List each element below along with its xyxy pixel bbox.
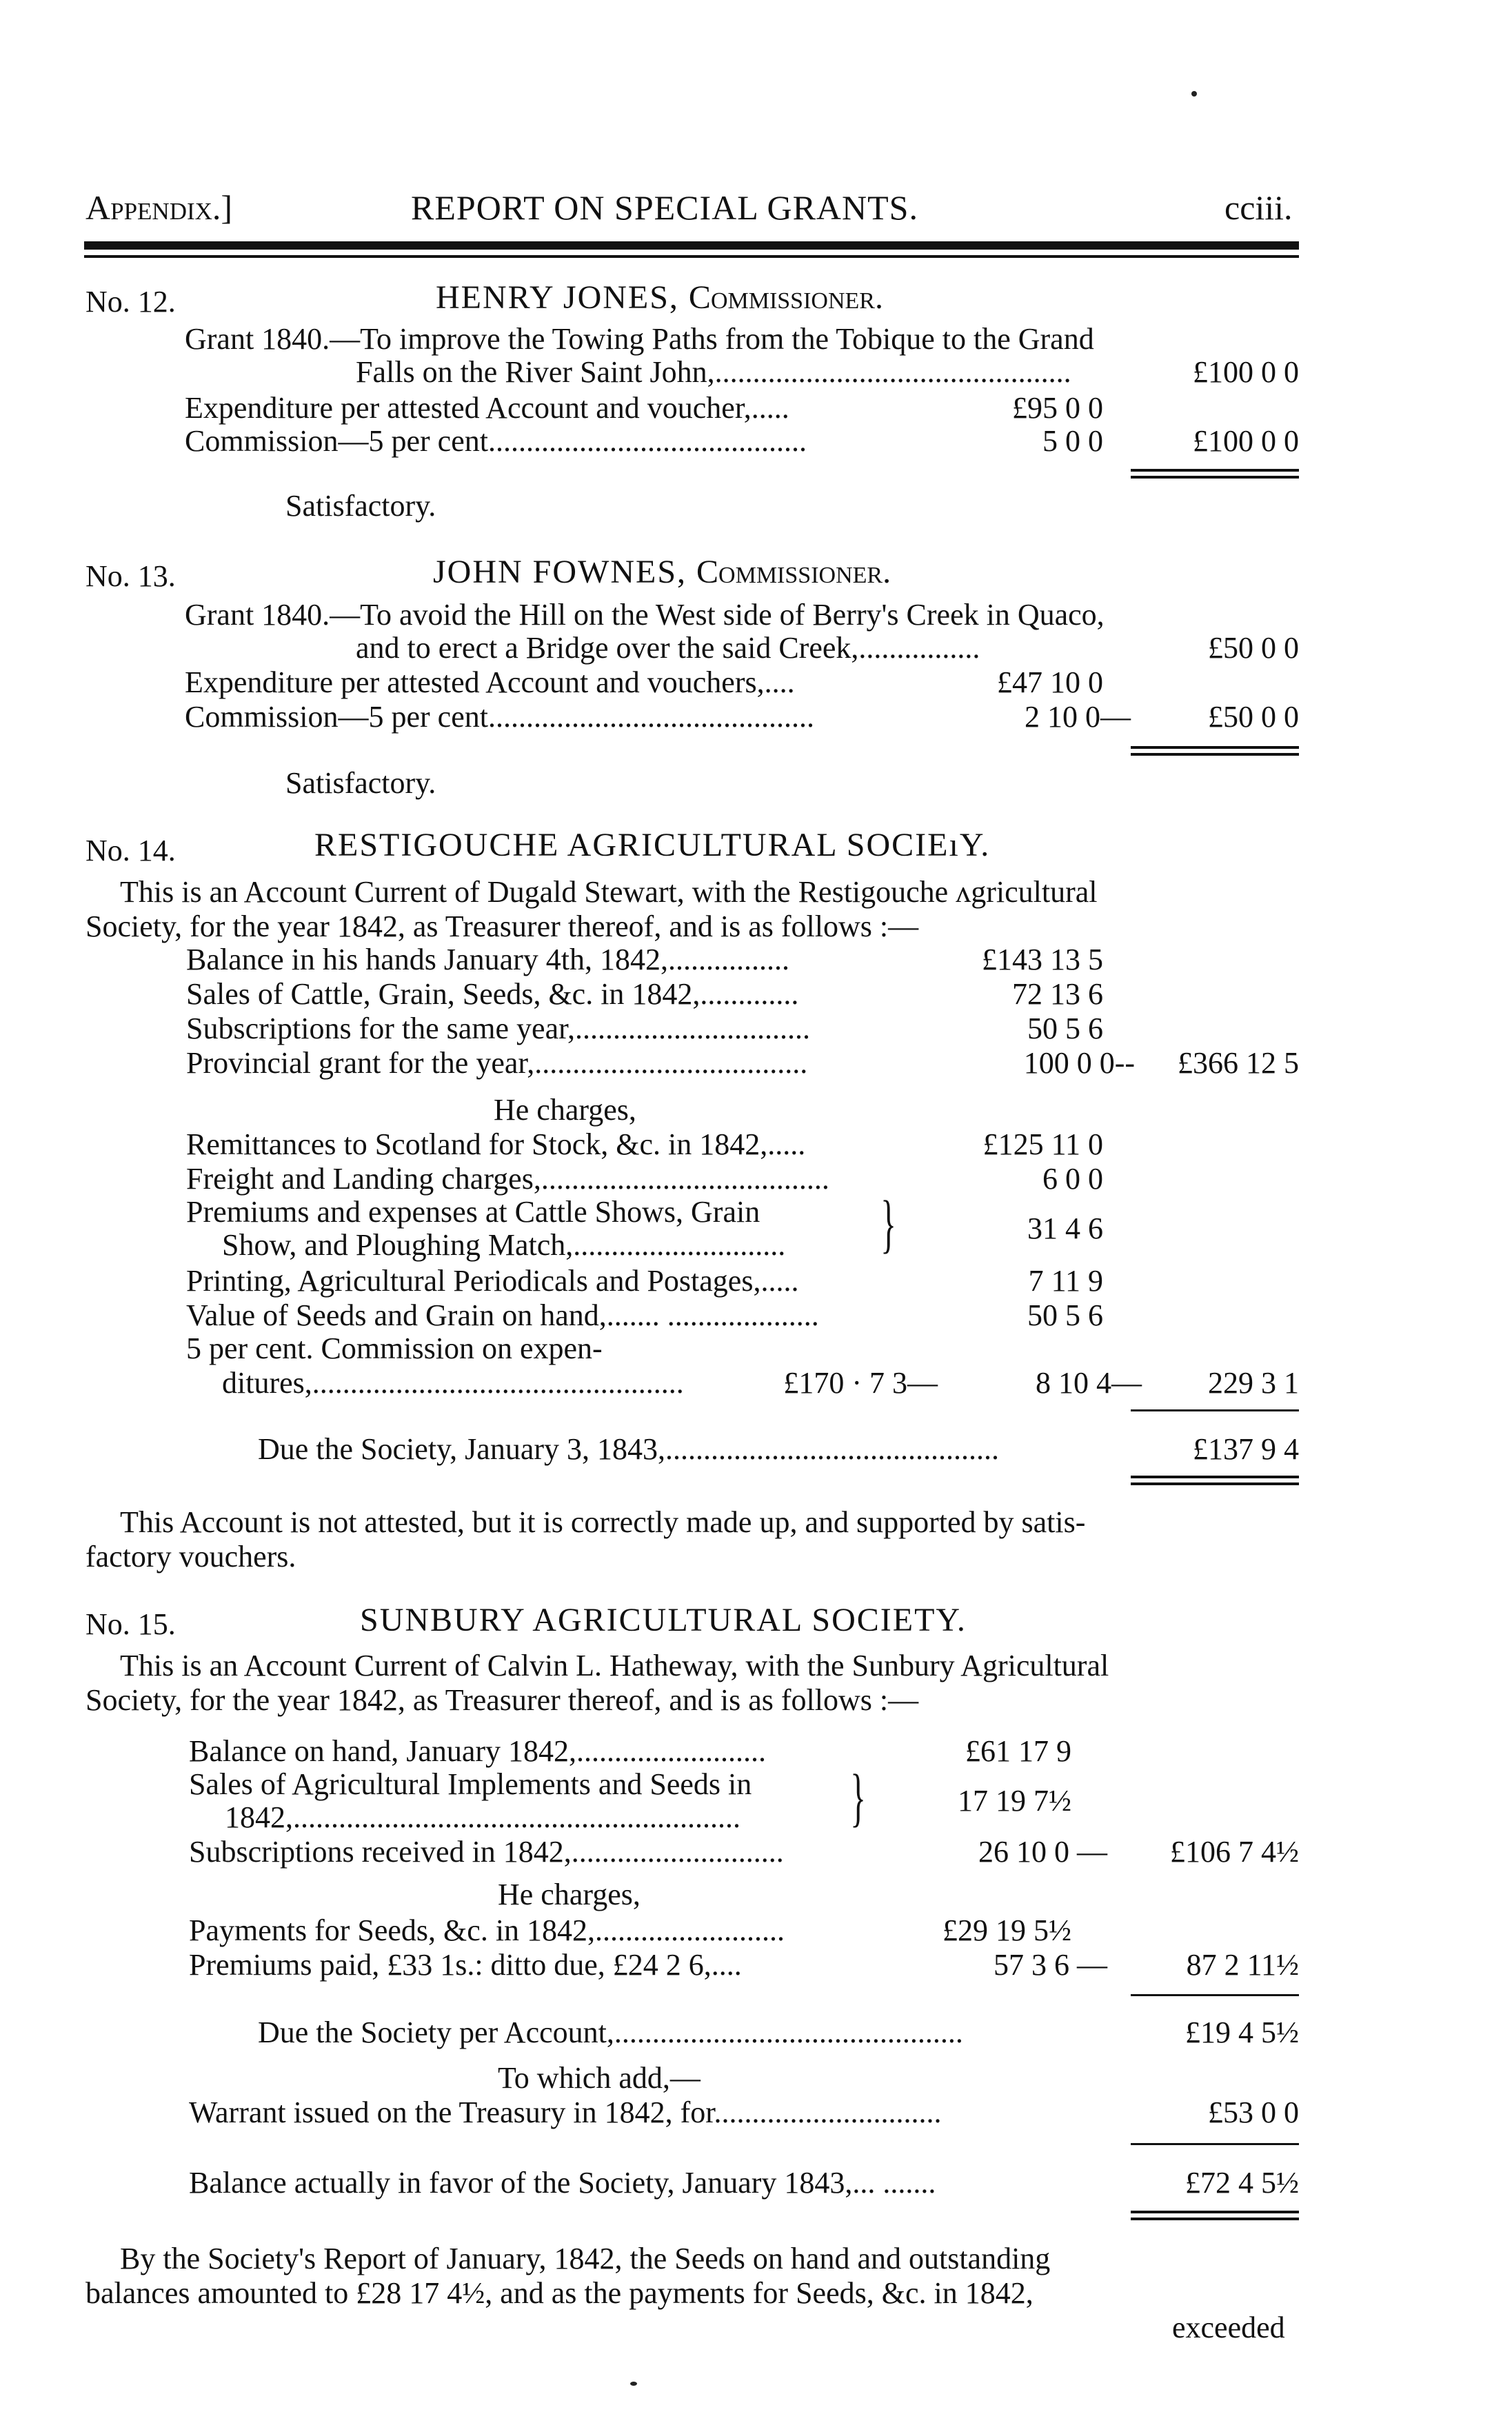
section-number: No. 14. <box>85 834 176 867</box>
receipt-amount: 50 5 6 <box>1027 1012 1103 1045</box>
charge-label: Premiums paid, £33 1s.: ditto due, £24 2 6,.... <box>189 1948 742 1982</box>
warrant-amount: £53 0 0 <box>1208 2095 1299 2129</box>
double-rule <box>1131 753 1299 756</box>
section-number: No. 13. <box>85 559 176 593</box>
expenditure-label: Expenditure per attested Account and vouchers,.... <box>185 665 795 699</box>
expenditure-amount: £47 10 0 <box>997 665 1103 699</box>
header-rule-thin <box>84 255 1299 258</box>
section-number: No. 15. <box>85 1607 176 1641</box>
grant-line: Grant 1840.—To avoid the Hill on the West side of Berry's Creek in Quaco, <box>185 598 1105 632</box>
charge-amount: 6 0 0 <box>1042 1162 1103 1196</box>
grant-line: Grant 1840.—To improve the Towing Paths from the Tobique to the Grand <box>185 322 1094 356</box>
receipt-label: Sales of Agricultural Implements and Seeds in <box>189 1767 752 1801</box>
receipt-amount: 26 10 0 — <box>978 1835 1107 1869</box>
header-appendix: Appendix.] <box>85 188 233 227</box>
commission-label-cont: ditures,................................................. <box>222 1366 684 1400</box>
charge-label: Payments for Seeds, &c. in 1842,......................... <box>189 1913 785 1947</box>
double-rule <box>1131 1482 1299 1485</box>
remark: Satisfactory. <box>285 766 436 800</box>
double-rule <box>1131 2211 1299 2213</box>
catchword: exceeded <box>1172 2311 1285 2344</box>
intro-line: Society, for the year 1842, as Treasurer thereof, and is as follows :— <box>85 909 919 943</box>
charge-amount: 31 4 6 <box>1027 1212 1103 1245</box>
charges-total: 87 2 11½ <box>1186 1948 1299 1982</box>
commission-amount: 8 10 4— <box>1036 1366 1142 1400</box>
receipt-label: Sales of Cattle, Grain, Seeds, &c. in 1842,............. <box>186 977 799 1011</box>
section-title: SUNBURY AGRICULTURAL SOCIETY. <box>360 1602 967 1638</box>
charge-amount: £29 19 5½ <box>943 1913 1071 1947</box>
commission-total: £100 0 0 <box>1193 424 1299 458</box>
receipt-amount: 100 0 0-- <box>1023 1046 1135 1080</box>
charge-label: Freight and Landing charges,...................................... <box>186 1162 829 1196</box>
commissioner-role: Commissioner. <box>696 554 891 590</box>
header-title: REPORT ON SPECIAL GRANTS. <box>411 188 918 227</box>
paragraph-line: By the Society's Report of January, 1842, the Seeds on hand and outstanding <box>120 2242 1051 2275</box>
due-label: Due the Society per Account,.............................................. <box>258 2015 963 2049</box>
charge-label: Premiums and expenses at Cattle Shows, Grain <box>186 1195 760 1229</box>
paragraph-line: balances amounted to £28 17 4½, and as the payments for Seeds, &c. in 1842, <box>85 2276 1034 2310</box>
receipt-label: Balance on hand, January 1842,......................... <box>189 1734 767 1768</box>
note-line: This Account is not attested, but it is correctly made up, and supported by satis- <box>120 1505 1086 1539</box>
charge-label: Value of Seeds and Grain on hand,....... .................... <box>186 1298 819 1332</box>
balance-amount: £72 4 5½ <box>1185 2166 1299 2200</box>
receipt-amount: 72 13 6 <box>1012 977 1103 1011</box>
charge-label-cont: Show, and Ploughing Match,............................ <box>222 1228 786 1262</box>
header-page-number: cciii. <box>1224 188 1293 227</box>
commission-total: £50 0 0 <box>1208 700 1299 734</box>
commission-label: Commission—5 per cent.......................................... <box>185 424 807 458</box>
grant-line-cont: and to erect a Bridge over the said Creek,................ <box>356 631 980 665</box>
balance-label: Balance actually in favor of the Society, January 1843,... ....... <box>189 2166 936 2200</box>
due-label: Due the Society, January 3, 1843,............................................ <box>258 1432 1000 1466</box>
brace-icon: } <box>850 1762 866 1833</box>
charge-label: Printing, Agricultural Periodicals and Postages,..... <box>186 1264 799 1298</box>
print-speck <box>630 2382 637 2386</box>
note-line: factory vouchers. <box>85 1540 296 1574</box>
due-amount: £137 9 4 <box>1193 1432 1299 1466</box>
receipt-label: Provincial grant for the year,.................................... <box>186 1046 808 1080</box>
intro-line: This is an Account Current of Calvin L. Hatheway, with the Sunbury Agricultural <box>120 1649 1109 1682</box>
receipt-label-cont: 1842,........................................................... <box>225 1800 740 1834</box>
section-title: RESTIGOUCHE AGRICULTURAL SOCIEıY. <box>314 827 991 863</box>
commissioner-role: Commissioner. <box>688 279 883 316</box>
double-rule <box>1131 2218 1299 2220</box>
brace-icon: } <box>880 1188 896 1260</box>
remark: Satisfactory. <box>285 489 436 523</box>
charge-amount: 7 11 9 <box>1028 1264 1103 1298</box>
warrant-label: Warrant issued on the Treasury in 1842, for.............................. <box>189 2095 942 2129</box>
commissioner-name: HENRY JONES, <box>436 279 679 316</box>
print-speck <box>1191 91 1197 97</box>
charges-total: 229 3 1 <box>1208 1366 1299 1400</box>
sum-rule <box>1131 1409 1299 1411</box>
receipts-total: £366 12 5 <box>1178 1046 1299 1080</box>
commission-amount: 5 0 0 <box>1042 424 1103 458</box>
commissioner-name: JOHN FOWNES, <box>433 554 687 590</box>
intro-line: This is an Account Current of Dugald Stewart, with the Restigouche ʌgricultural <box>120 875 1098 909</box>
charge-label: Remittances to Scotland for Stock, &c. in 1842,..... <box>186 1127 806 1161</box>
add-heading: To which add,— <box>498 2061 700 2095</box>
receipt-label: Subscriptions for the same year,............................... <box>186 1012 810 1045</box>
header-rule-thick <box>84 241 1299 250</box>
due-amount: £19 4 5½ <box>1185 2015 1299 2049</box>
charge-amount: 57 3 6 — <box>994 1948 1107 1982</box>
sum-rule <box>1131 1994 1299 1996</box>
charges-heading: He charges, <box>498 1878 641 1911</box>
commission-label: Commission—5 per cent........................................... <box>185 700 814 734</box>
receipts-total: £106 7 4½ <box>1170 1835 1299 1869</box>
receipt-amount: £61 17 9 <box>965 1734 1071 1768</box>
receipt-amount: £143 13 5 <box>982 943 1103 976</box>
commission-amount: 2 10 0— <box>1025 700 1131 734</box>
section-number: No. 12. <box>85 285 176 319</box>
double-rule <box>1131 746 1299 749</box>
grant-total: £100 0 0 <box>1193 355 1299 389</box>
double-rule <box>1131 1476 1299 1478</box>
section-title <box>433 553 891 591</box>
grant-total: £50 0 0 <box>1208 631 1299 665</box>
charge-amount: 50 5 6 <box>1027 1298 1103 1332</box>
receipt-label: Balance in his hands January 4th, 1842,................ <box>186 943 789 976</box>
charge-amount: £125 11 0 <box>982 1127 1103 1161</box>
grant-line-cont: Falls on the River Saint John,............................................... <box>356 355 1071 389</box>
commission-base: £170 · 7 3— <box>783 1366 938 1400</box>
charges-heading: He charges, <box>494 1093 636 1127</box>
sum-rule <box>1131 2143 1299 2145</box>
double-rule <box>1131 476 1299 479</box>
double-rule <box>1131 469 1299 472</box>
expenditure-label: Expenditure per attested Account and voucher,..... <box>185 391 789 425</box>
section-title <box>436 279 883 316</box>
commission-label: 5 per cent. Commission on expen- <box>186 1331 603 1365</box>
receipt-amount: 17 19 7½ <box>958 1784 1071 1818</box>
expenditure-amount: £95 0 0 <box>1012 391 1103 425</box>
intro-line: Society, for the year 1842, as Treasurer thereof, and is as follows :— <box>85 1683 919 1717</box>
receipt-label: Subscriptions received in 1842,............................ <box>189 1835 784 1869</box>
